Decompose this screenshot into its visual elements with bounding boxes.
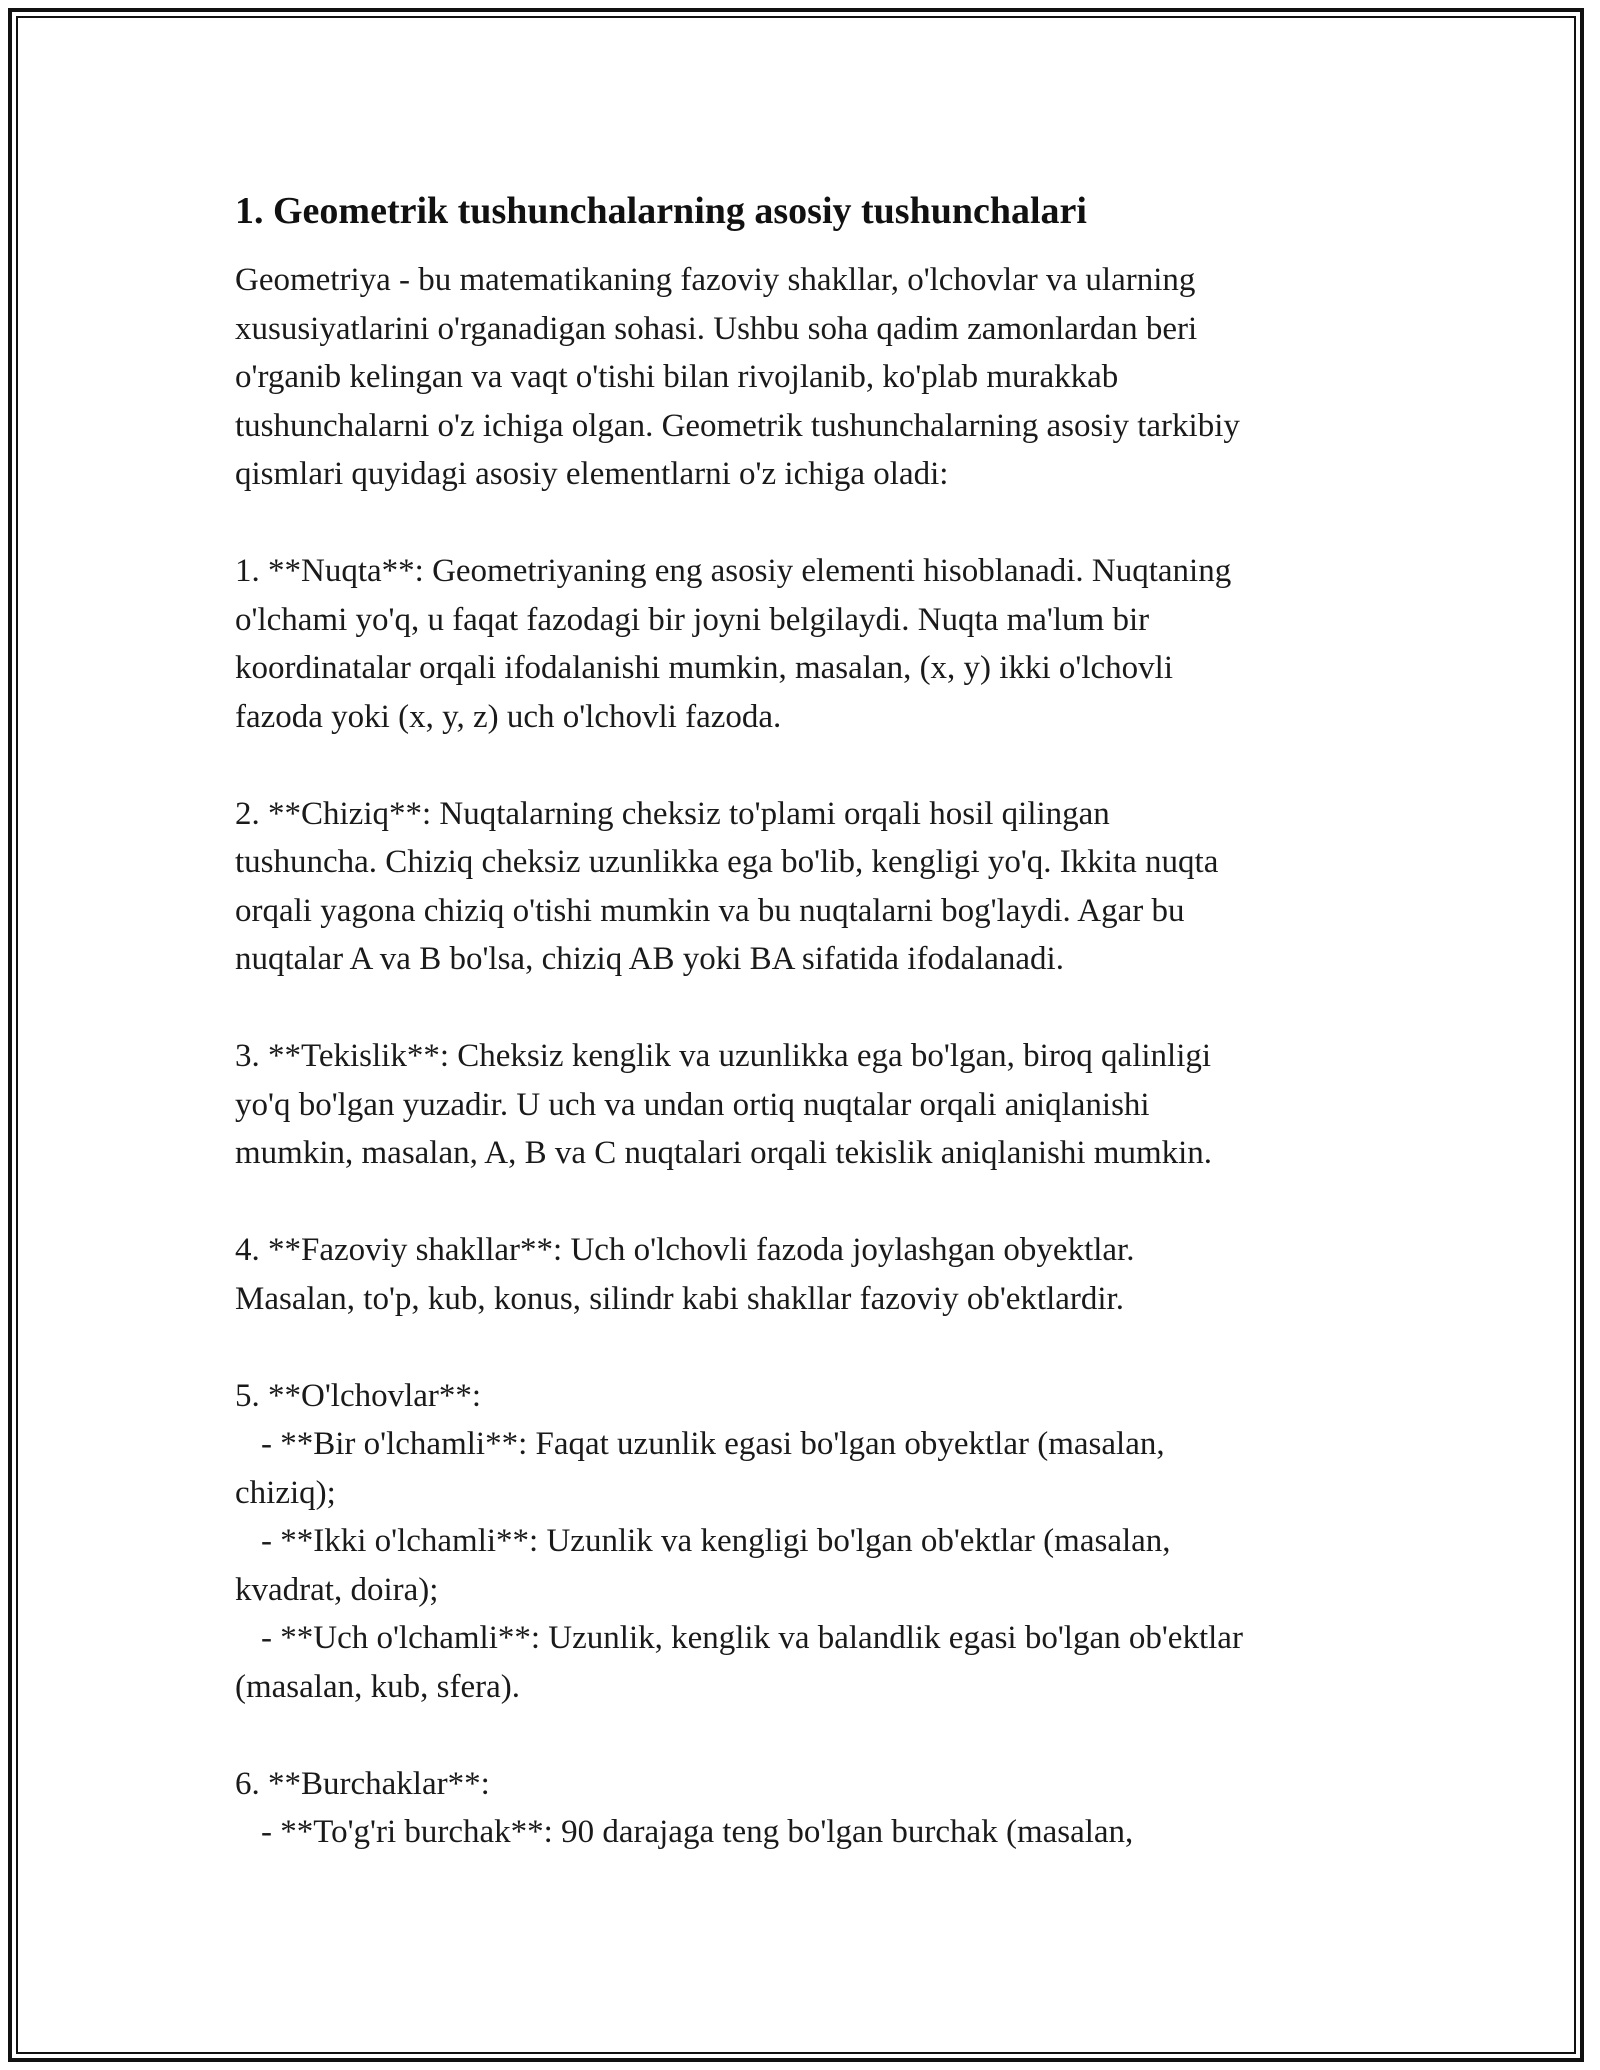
text-line: fazoda yoki (x, y, z) uch o'lchovli fazoda. [235, 698, 782, 735]
text-line: tushunchalarni o'z ichiga olgan. Geometrik tushunchalarning asosiy tarkibiy [235, 407, 1240, 444]
intro-paragraph [235, 256, 1375, 499]
text-line: xususiyatlarini o'rganadigan sohasi. Ushbu soha qadim zamonlardan beri [235, 310, 1198, 347]
item-tekislik [235, 1032, 1375, 1178]
text-line: nuqtalar A va B bo'lsa, chiziq AB yoki BA sifatida ifodalanadi. [235, 941, 1064, 977]
item-chiziq [235, 790, 1375, 984]
text-line: 2. **Chiziq**: Nuqtalarning cheksiz to'plami orqali hosil qilingan [235, 795, 1110, 832]
sub-item-line: - **Uch o'lchamli**: Uzunlik, kenglik va balandlik egasi bo'lgan ob'ektlar [261, 1620, 1243, 1656]
text-line: chiziq); [235, 1474, 336, 1511]
text-line: 5. **O'lchovlar**: [235, 1377, 482, 1414]
document-body [235, 186, 1375, 1905]
text-line: 6. **Burchaklar**: [235, 1765, 490, 1802]
text-line: kvadrat, doira); [235, 1571, 439, 1608]
item-burchaklar [235, 1760, 1375, 1857]
text-line: 3. **Tekislik**: Cheksiz kenglik va uzunlikka ega bo'lgan, biroq qalinligi [235, 1038, 1212, 1074]
item-olchovlar [235, 1372, 1375, 1712]
item-nuqta [235, 547, 1375, 741]
text-line: Geometriya - bu matematikaning fazoviy shakllar, o'lchovlar va ularning [235, 262, 1196, 298]
item-fazoviy-shakllar [235, 1226, 1375, 1323]
text-line: 1. **Nuqta**: Geometriyaning eng asosiy elementi hisoblanadi. Nuqtaning [235, 553, 1232, 589]
text-line: (masalan, kub, sfera). [235, 1668, 520, 1705]
text-line: 4. **Fazoviy shakllar**: Uch o'lchovli fazoda joylashgan obyektlar. [235, 1232, 1135, 1268]
text-line: qismlari quyidagi asosiy elementlarni o'z ichiga oladi: [235, 456, 949, 492]
sub-item-line: - **To'g'ri burchak**: 90 darajaga teng bo'lgan burchak (masalan, [261, 1814, 1134, 1850]
text-line: Masalan, to'p, kub, konus, silindr kabi shakllar fazoviy ob'ektlardir. [235, 1280, 1124, 1317]
text-line: mumkin, masalan, A, B va C nuqtalari orqali tekislik aniqlanishi mumkin. [235, 1135, 1213, 1171]
text-line: yo'q bo'lgan yuzadir. U uch va undan ortiq nuqtalar orqali aniqlanishi [235, 1086, 1150, 1123]
page-title: 1. Geometrik tushunchalarning asosiy tushunchalari [235, 190, 1087, 232]
text-line: o'rganib kelingan va vaqt o'tishi bilan rivojlanib, ko'plab murakkab [235, 359, 1119, 395]
text-line: o'lchami yo'q, u faqat fazodagi bir joyni belgilaydi. Nuqta ma'lum bir [235, 601, 1150, 638]
text-line: tushuncha. Chiziq cheksiz uzunlikka ega bo'lib, kengligi yo'q. Ikkita nuqta [235, 844, 1219, 880]
sub-item-line: - **Bir o'lchamli**: Faqat uzunlik egasi bo'lgan obyektlar (masalan, [261, 1426, 1165, 1462]
sub-item-line: - **Ikki o'lchamli**: Uzunlik va kengligi bo'lgan ob'ektlar (masalan, [261, 1523, 1171, 1559]
text-line: orqali yagona chiziq o'tishi mumkin va bu nuqtalarni bog'laydi. Agar bu [235, 892, 1185, 929]
text-line: koordinatalar orqali ifodalanishi mumkin, masalan, (x, y) ikki o'lchovli [235, 650, 1173, 686]
